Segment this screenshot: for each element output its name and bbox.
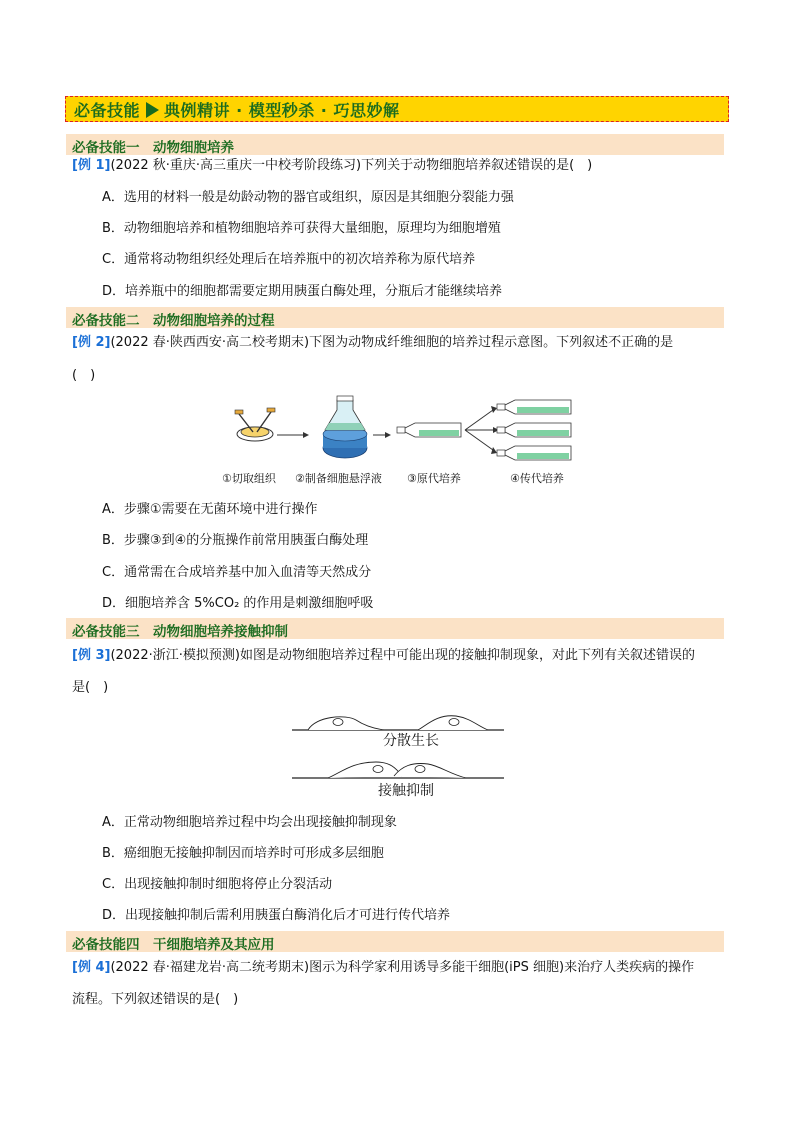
section-header-4 [66, 931, 724, 952]
question-tag: [例 4] [72, 960, 111, 975]
inhibited-cell-icon [328, 762, 402, 778]
question-1-option-a: A．选用的材料一般是幼龄动物的器官或组织，原因是其细胞分裂能力强 [102, 190, 514, 205]
question-3-option-a: A．正常动物细胞培养过程中均会出现接触抑制现象 [102, 815, 397, 830]
question-tag: [例 2] [72, 335, 111, 350]
figure-label-inhibition: 接触抑制 [378, 783, 434, 799]
subculture-flask-icon [497, 423, 571, 437]
section-header-3 [66, 618, 724, 639]
question-2-option-c: C．通常需在合成培养基中加入血清等天然成分 [102, 565, 372, 580]
section-title: 必备技能三 动物细胞培养接触抑制 [72, 624, 288, 640]
question-text: (2022 秋·重庆·高三重庆一中校考阶段练习)下列关于动物细胞培养叙述错误的是( ) [110, 158, 593, 173]
question-3-option-d: D．出现接触抑制后需利用胰蛋白酶消化后才可进行传代培养 [102, 908, 451, 923]
question-text: (2022 春·福建龙岩·高二统考期末)图示为科学家利用诱导多能干细胞(iPS 细胞)来治疗人类疾病的操作 [110, 960, 695, 975]
question-3-stem [72, 646, 695, 666]
question-3-option-c: C．出现接触抑制时细胞将停止分裂活动 [102, 877, 333, 892]
question-3-stem-cont: 是( ) [72, 680, 109, 695]
question-1-option-b: B．动物细胞培养和植物细胞培养可获得大量细胞，原理均为细胞增殖 [102, 221, 501, 236]
question-2-stem [72, 333, 673, 353]
banner-left: 必备技能 [74, 101, 141, 120]
question-4-stem [72, 958, 694, 978]
section-header-1 [66, 134, 724, 155]
inhibited-cell-icon [394, 764, 466, 779]
figure-label-dispersed: 分散生长 [383, 733, 439, 749]
section-title: 必备技能四 干细胞培养及其应用 [72, 937, 275, 953]
tissue-dish-icon [235, 408, 275, 441]
figure-caption-2: ②制备细胞悬浮液 [295, 472, 382, 485]
question-tag: [例 3] [72, 648, 111, 663]
question-4-stem-cont: 流程。下列叙述错误的是( ) [72, 992, 239, 1007]
spread-cell-icon [308, 717, 384, 730]
question-text: (2022 春·陕西西安·高二校考期末)下图为动物成纤维细胞的培养过程示意图。下列叙述不正确的是 [110, 335, 674, 350]
figure-caption-4: ④传代培养 [510, 472, 564, 485]
question-2-stem-cont: ( ) [72, 368, 96, 383]
triangle-arrow-icon [146, 102, 159, 118]
spread-cell-icon [418, 716, 488, 730]
subculture-flask-icon [497, 400, 571, 414]
section-header-2 [66, 307, 724, 328]
subculture-flask-icon [497, 446, 571, 460]
question-2-option-a: A．步骤①需要在无菌环境中进行操作 [102, 502, 318, 517]
question-1-option-c: C．通常将动物组织经处理后在培养瓶中的初次培养称为原代培养 [102, 252, 476, 267]
banner-text [74, 98, 399, 121]
section-title: 必备技能一 动物细胞培养 [72, 140, 234, 156]
cell-culture-process-figure [225, 390, 585, 472]
section-title: 必备技能二 动物细胞培养的过程 [72, 313, 275, 329]
figure-caption-1: ①切取组织 [222, 472, 276, 485]
question-1-stem [72, 156, 592, 176]
question-2-option-b: B．步骤③到④的分瓶操作前常用胰蛋白酶处理 [102, 533, 369, 548]
skills-banner [65, 96, 729, 122]
question-3-option-b: B．癌细胞无接触抑制因而培养时可形成多层细胞 [102, 846, 384, 861]
shaker-flask-icon [323, 396, 367, 458]
banner-right: 典例精讲 · 模型秒杀 · 巧思妙解 [164, 101, 400, 120]
question-2-option-d: D．细胞培养含 5%CO₂ 的作用是刺激细胞呼吸 [102, 596, 374, 611]
question-tag: [例 1] [72, 158, 111, 173]
primary-culture-flask-icon [397, 423, 461, 437]
figure-caption-3: ③原代培养 [407, 472, 461, 485]
question-1-option-d: D．培养瓶中的细胞都需要定期用胰蛋白酶处理，分瓶后才能继续培养 [102, 284, 503, 299]
question-text: (2022·浙江·模拟预测)如图是动物细胞培养过程中可能出现的接触抑制现象，对此下列有关叙述错误的 [110, 648, 695, 663]
